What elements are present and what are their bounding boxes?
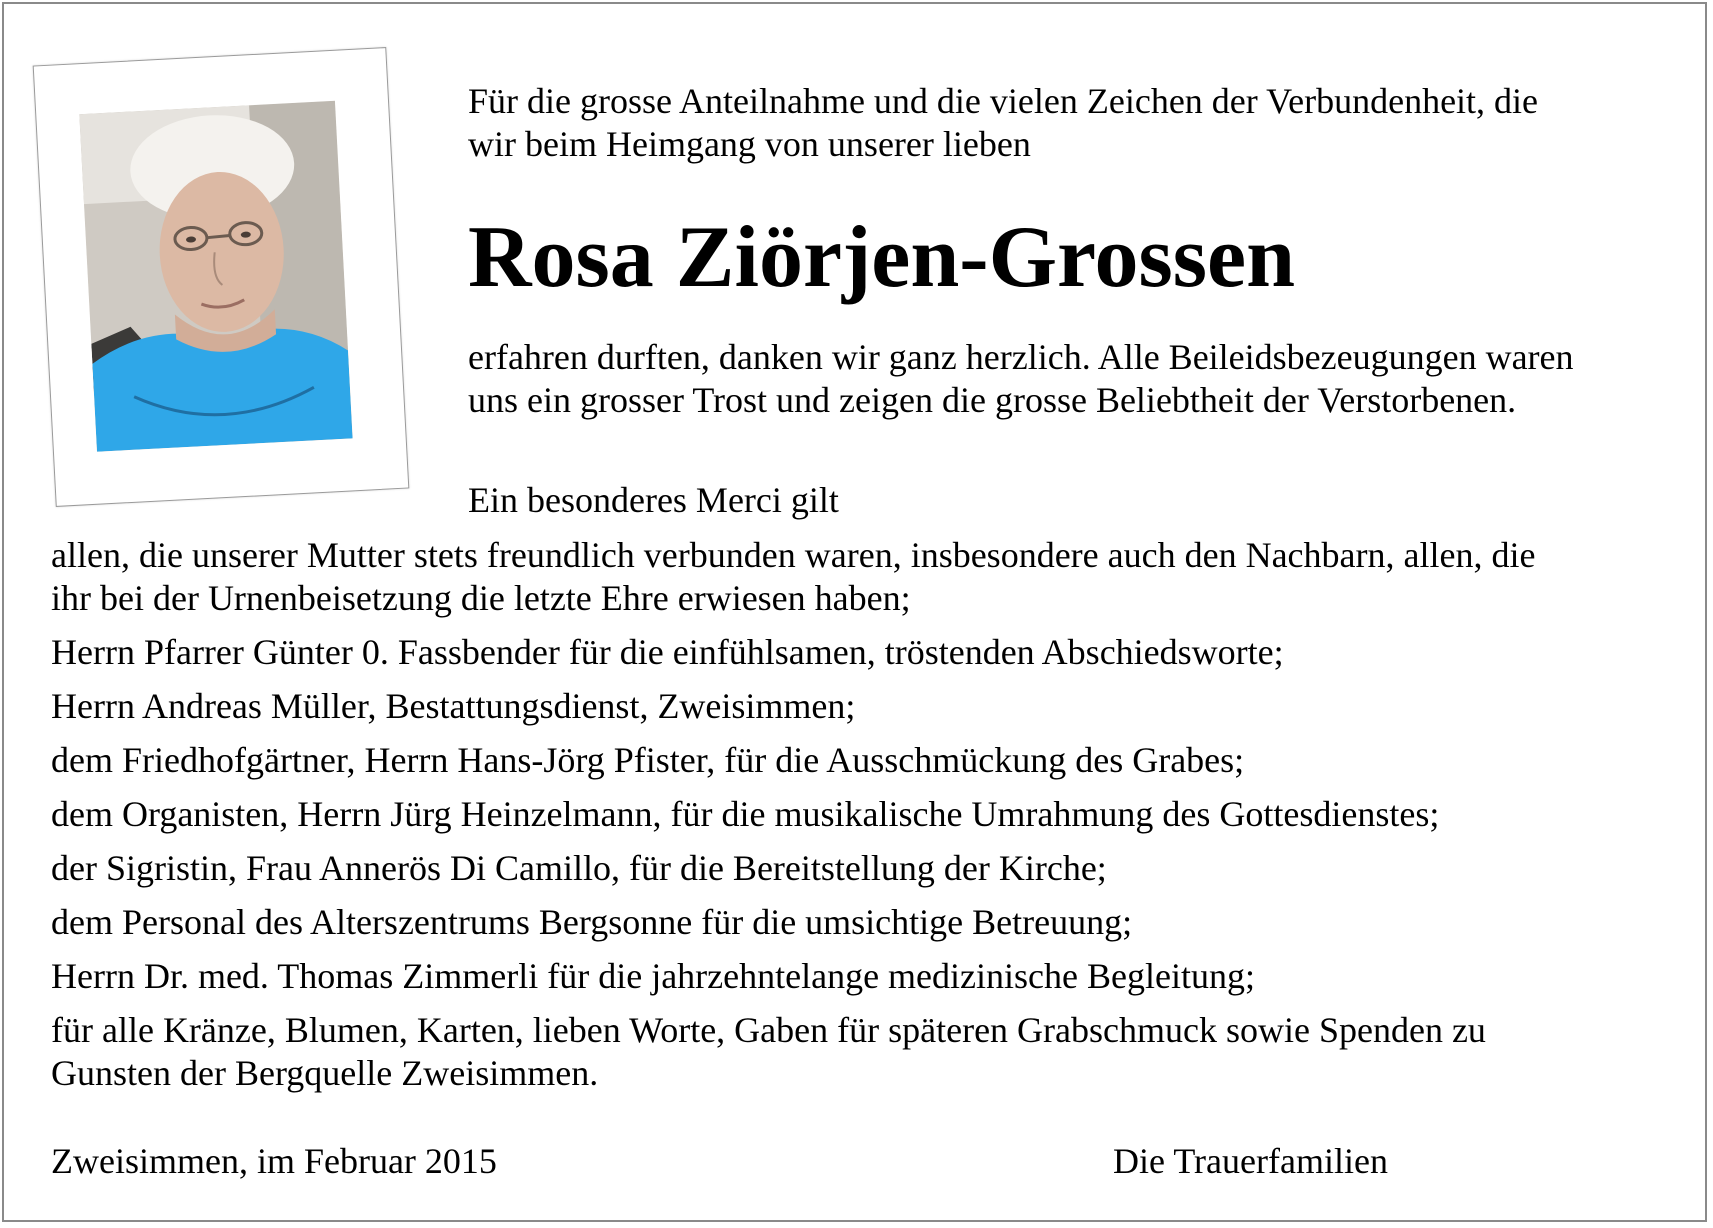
thanks-line-2: uns ein grosser Trost und zeigen die grosse Beliebtheit der Verstorbenen. (468, 380, 1517, 420)
thanks-line-1: erfahren durften, danken wir ganz herzlich. Alle Beileidsbezeugungen waren (468, 337, 1574, 377)
deceased-name: Rosa Ziörjen-Grossen (468, 209, 1296, 306)
portrait-photo (79, 101, 352, 452)
thanks-list-item (51, 955, 1535, 998)
thanks-item-line-1: für alle Kränze, Blumen, Karten, lieben Worte, Gaben für späteren Grabschmuck sowie Spenden zu (51, 1010, 1486, 1050)
thanks-list (51, 534, 1535, 1106)
thanks-item-line-2: ihr bei der Urnenbeisetzung die letzte Ehre erwiesen haben; (51, 578, 911, 618)
intro-line-2: wir beim Heimgang von unserer lieben (468, 124, 1031, 164)
thanks-list-item (51, 901, 1535, 944)
intro-text-2 (468, 123, 1031, 166)
thanks-list-item (51, 739, 1535, 782)
thanks-list-item (51, 685, 1535, 728)
thanks-item-line-1: dem Personal des Alterszentrums Bergsonne für die umsichtige Betreuung; (51, 902, 1133, 942)
thanks-item-line-1: allen, die unserer Mutter stets freundlich verbunden waren, insbesondere auch den Nachbarn, allen, die (51, 535, 1536, 575)
thanks-text (468, 336, 1574, 379)
portrait-photo-card (33, 47, 410, 507)
thanks-item-line-1: der Sigristin, Frau Annerös Di Camillo, für die Bereitstellung der Kirche; (51, 848, 1107, 888)
thanks-item-line-1: dem Organisten, Herrn Jürg Heinzelmann, für die musikalische Umrahmung des Gottesdienstes; (51, 794, 1440, 834)
special-merci-heading: Ein besonderes Merci gilt (468, 480, 839, 520)
thanks-item-line-2: Gunsten der Bergquelle Zweisimmen. (51, 1053, 599, 1093)
thanks-item-line-1: Herrn Andreas Müller, Bestattungsdienst, Zweisimmen; (51, 686, 856, 726)
thanks-text-2 (468, 379, 1516, 422)
thanks-list-item (51, 534, 1535, 620)
thanks-item-line-1: Herrn Dr. med. Thomas Zimmerli für die jahrzehntelange medizinische Begleitung; (51, 956, 1255, 996)
place-date: Zweisimmen, im Februar 2015 (51, 1141, 497, 1181)
thanks-list-item (51, 1009, 1535, 1095)
intro-text (468, 80, 1538, 123)
thanks-list-item (51, 631, 1535, 674)
intro-line-1: Für die grosse Anteilnahme und die vielen Zeichen der Verbundenheit, die (468, 81, 1539, 121)
thanks-list-item (51, 847, 1535, 890)
thanks-item-line-1: Herrn Pfarrer Günter 0. Fassbender für die einfühlsamen, tröstenden Abschiedsworte; (51, 632, 1284, 672)
thanks-list-item (51, 793, 1535, 836)
signature: Die Trauerfamilien (1113, 1141, 1388, 1181)
thanks-item-line-1: dem Friedhofgärtner, Herrn Hans-Jörg Pfister, für die Ausschmückung des Grabes; (51, 740, 1245, 780)
